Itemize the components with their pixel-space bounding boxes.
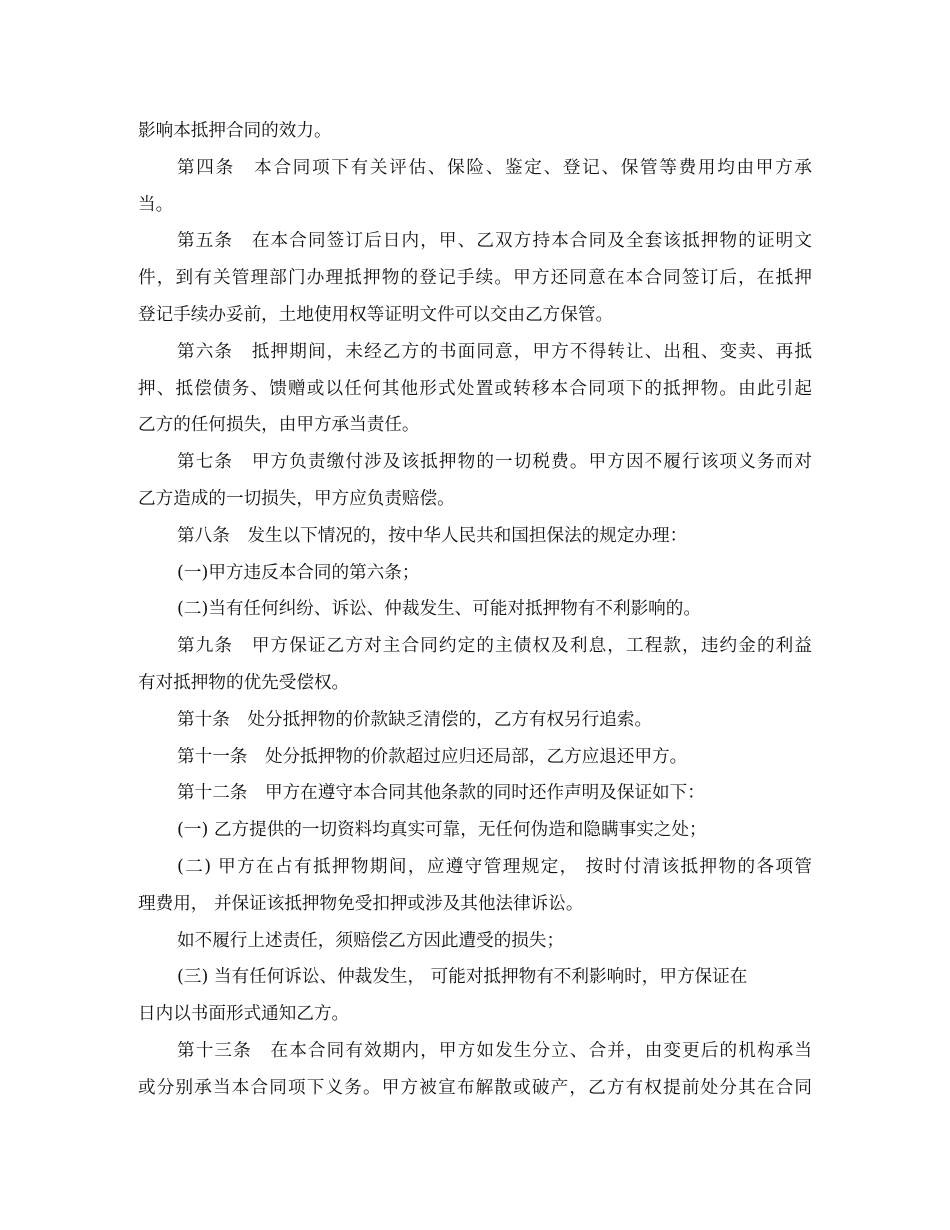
text-line: 乙方造成的一切损失，甲方应负责赔偿。 <box>138 488 455 509</box>
text-line: 押、抵偿债务、馈赠或以任何其他形式处置或转移本合同项下的抵押物。由此引起 <box>138 378 812 399</box>
text-line: 第四条 本合同项下有关评估、保险、鉴定、登记、保管等费用均由甲方承 <box>177 157 812 178</box>
text-line: (一) 乙方提供的一切资料均真实可靠，无任何伪造和隐瞒事实之处； <box>177 820 707 841</box>
text-line: (三) 当有任何诉讼、仲裁发生， 可能对抵押物有不利影响时，甲方保证在 <box>177 967 748 988</box>
text-line: 登记手续办妥前，土地使用权等证明文件可以交由乙方保管。 <box>138 304 614 325</box>
text-line: 第九条 甲方保证乙方对主合同约定的主债权及利息，工程款，违约金的利益 <box>177 636 812 657</box>
text-line: 第十三条 在本合同有效期内，甲方如发生分立、合并，由变更后的机构承当 <box>177 1040 812 1061</box>
text-line: 理费用， 并保证该抵押物免受扣押或涉及其他法律诉讼。 <box>138 893 584 914</box>
text-line: 第十条 处分抵押物的价款缺乏清偿的，乙方有权另行追索。 <box>177 709 653 730</box>
text-line: 第六条 抵押期间，未经乙方的书面同意，甲方不得转让、出租、变卖、再抵 <box>177 341 812 362</box>
text-line: 或分别承当本合同项下义务。甲方被宣布解散或破产，乙方有权提前处分其在合同 <box>138 1077 812 1098</box>
text-line: 第七条 甲方负责缴付涉及该抵押物的一切税费。甲方因不履行该项义务而对 <box>177 452 812 473</box>
text-line: 影响本抵押合同的效力。 <box>138 121 332 141</box>
text-line: 日内以书面形式通知乙方。 <box>138 1004 350 1025</box>
text-line: 乙方的任何损失，由甲方承当责任。 <box>138 415 420 436</box>
text-line: 当。 <box>138 194 174 215</box>
text-line: 第十一条 处分抵押物的价款超过应归还局部，乙方应退还甲方。 <box>177 746 688 767</box>
text-line: 如不履行上述责任，须赔偿乙方因此遭受的损失； <box>177 930 565 951</box>
document-body <box>138 113 812 1107</box>
text-line: 第十二条 甲方在遵守本合同其他条款的同时还作声明及保证如下： <box>177 783 705 804</box>
text-line: (二)当有任何纠纷、诉讼、仲裁发生、可能对抵押物有不利影响的。 <box>177 599 701 620</box>
text-line: (一)甲方违反本合同的第六条； <box>177 562 420 583</box>
text-line: 件，到有关管理部门办理抵押物的登记手续。甲方还同意在本合同签订后，在抵押 <box>138 268 812 289</box>
text-line: 第五条 在本合同签订后日内，甲、乙双方持本合同及全套该抵押物的证明文 <box>177 231 812 252</box>
text-line: 有对抵押物的优先受偿权。 <box>138 672 350 693</box>
text-line: (二) 甲方在占有抵押物期间，应遵守管理规定， 按时付清该抵押物的各项管 <box>177 856 812 877</box>
text-line: 第八条 发生以下情况的，按中华人民共和国担保法的规定办理： <box>177 525 688 546</box>
